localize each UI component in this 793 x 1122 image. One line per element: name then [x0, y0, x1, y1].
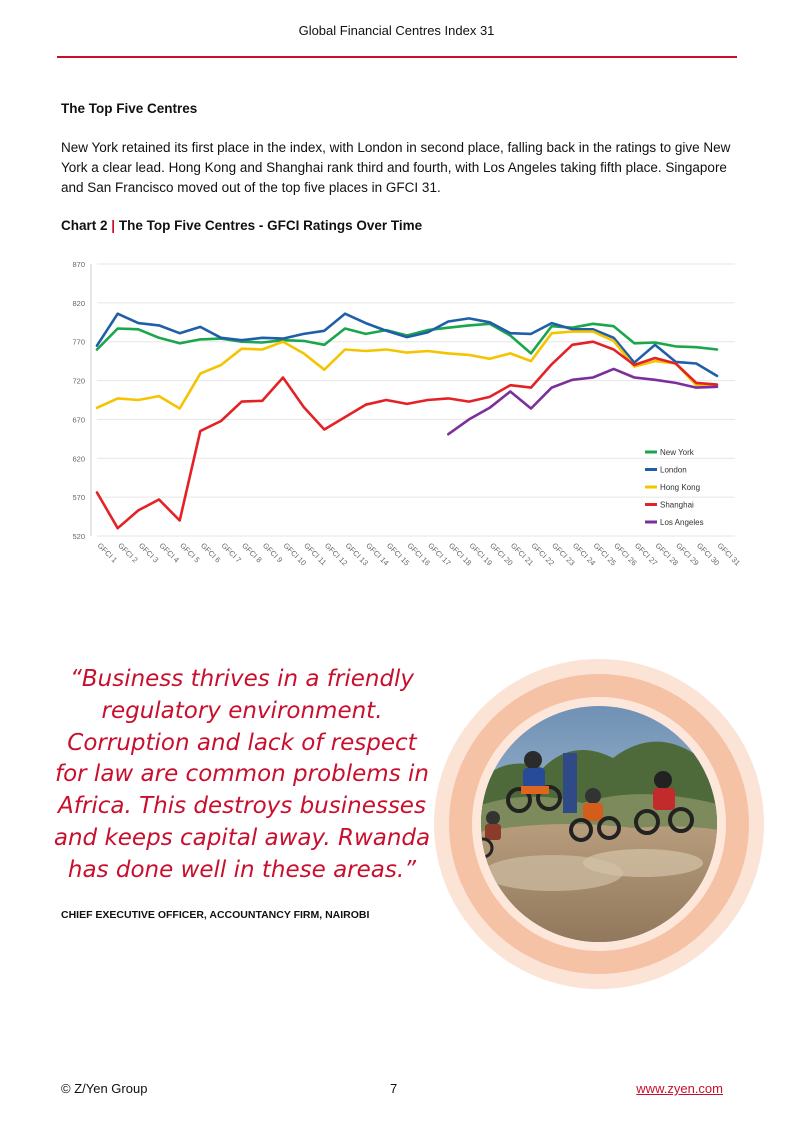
header-divider	[57, 56, 737, 58]
x-tick-label: GFCI 28	[653, 541, 680, 568]
x-tick-label: GFCI 6	[198, 541, 223, 565]
section-heading: The Top Five Centres	[61, 101, 198, 116]
ratings-line-chart	[57, 248, 747, 578]
legend-label-hong-kong: Hong Kong	[660, 483, 701, 492]
quote-line: regulatory environment.	[101, 697, 383, 724]
x-tick-label: GFCI 8	[240, 541, 264, 565]
chart-caption-title: The Top Five Centres - GFCI Ratings Over Time	[118, 218, 423, 233]
chart-caption-label: Chart 2	[61, 218, 108, 233]
x-tick-label: GFCI 3	[136, 541, 161, 565]
x-tick-label: GFCI 24	[570, 541, 598, 568]
legend-label-london: London	[660, 465, 687, 475]
x-tick-label: GFCI 30	[694, 541, 722, 568]
quote-attribution: CHIEF EXECUTIVE OFFICER, ACCOUNTANCY FIRM, NAIROBI	[61, 909, 370, 921]
y-tick-label: 870	[72, 260, 85, 269]
footer-copyright: © Z/Yen Group	[61, 1081, 148, 1096]
y-tick-label: 620	[72, 454, 85, 464]
x-tick-label: GFCI 17	[426, 541, 453, 568]
x-tick-label: GFCI 13	[343, 541, 370, 568]
x-tick-label: GFCI 29	[674, 541, 701, 568]
x-tick-label: GFCI 9	[260, 541, 285, 565]
y-tick-label: 520	[72, 532, 85, 541]
x-tick-label: GFCI 10	[281, 541, 308, 568]
series-line-london	[97, 314, 717, 376]
x-tick-label: GFCI 7	[219, 541, 244, 565]
quote-line: and keeps capital away. Rwanda	[53, 824, 431, 851]
legend-label-shanghai: Shanghai	[660, 500, 694, 510]
x-tick-label: GFCI 18	[446, 541, 474, 568]
x-tick-label: GFCI 23	[550, 541, 577, 568]
series-line-shanghai	[97, 342, 717, 529]
x-tick-label: GFCI 12	[322, 541, 350, 568]
quote-line: for law are common problems in	[55, 761, 429, 788]
quote-line: has done well in these areas.”	[67, 856, 417, 883]
motocross-photo	[433, 658, 765, 990]
y-tick-label: 720	[72, 376, 85, 386]
x-tick-label: GFCI 11	[302, 541, 329, 568]
legend-label-los-angeles: Los Angeles	[660, 518, 704, 527]
y-tick-label: 820	[72, 298, 85, 308]
x-tick-label: GFCI 25	[591, 541, 618, 568]
x-tick-label: GFCI 16	[405, 541, 432, 568]
x-tick-label: GFCI 5	[178, 541, 202, 565]
quote-line: Africa. This destroys businesses	[58, 793, 426, 820]
chart-caption-separator: |	[111, 218, 116, 233]
quote-line: Corruption and lack of respect	[67, 729, 417, 756]
x-tick-label: GFCI 26	[612, 541, 639, 568]
body-paragraph: New York retained its first place in the index, with London in second place, falling back in the ratings to give New York a clear lead. Hong Kong and Shanghai rank third and fourth, with Los Angeles taking fifth place. Singapore and San Francisco moved out of the top five places in GFCI 31.	[61, 140, 731, 195]
y-tick-label: 770	[72, 337, 85, 347]
y-tick-label: 570	[72, 493, 85, 503]
footer-website-link[interactable]: www.zyen.com	[636, 1081, 723, 1096]
x-tick-label: GFCI 20	[488, 541, 515, 568]
x-tick-label: GFCI 31	[715, 541, 742, 568]
series-line-los-angeles	[448, 369, 717, 434]
x-tick-label: GFCI 15	[384, 541, 412, 568]
y-tick-label: 670	[72, 415, 85, 425]
x-tick-label: GFCI 19	[467, 541, 494, 568]
x-tick-label: GFCI 21	[508, 541, 536, 568]
x-tick-label: GFCI 2	[116, 541, 140, 565]
legend-label-new-york: New York	[660, 448, 694, 457]
pull-quote	[52, 664, 432, 887]
x-tick-label: GFCI 1	[95, 541, 120, 565]
series-line-hong-kong	[97, 332, 717, 409]
page-number: 7	[390, 1081, 398, 1096]
x-tick-label: GFCI 14	[364, 541, 391, 568]
x-tick-label: GFCI 27	[632, 541, 660, 568]
x-tick-label: GFCI 22	[529, 541, 556, 568]
running-header: Global Financial Centres Index 31	[298, 23, 495, 38]
chart-caption	[61, 218, 422, 233]
quote-line: “Business thrives in a friendly	[69, 666, 415, 692]
x-tick-label: GFCI 4	[157, 541, 182, 565]
